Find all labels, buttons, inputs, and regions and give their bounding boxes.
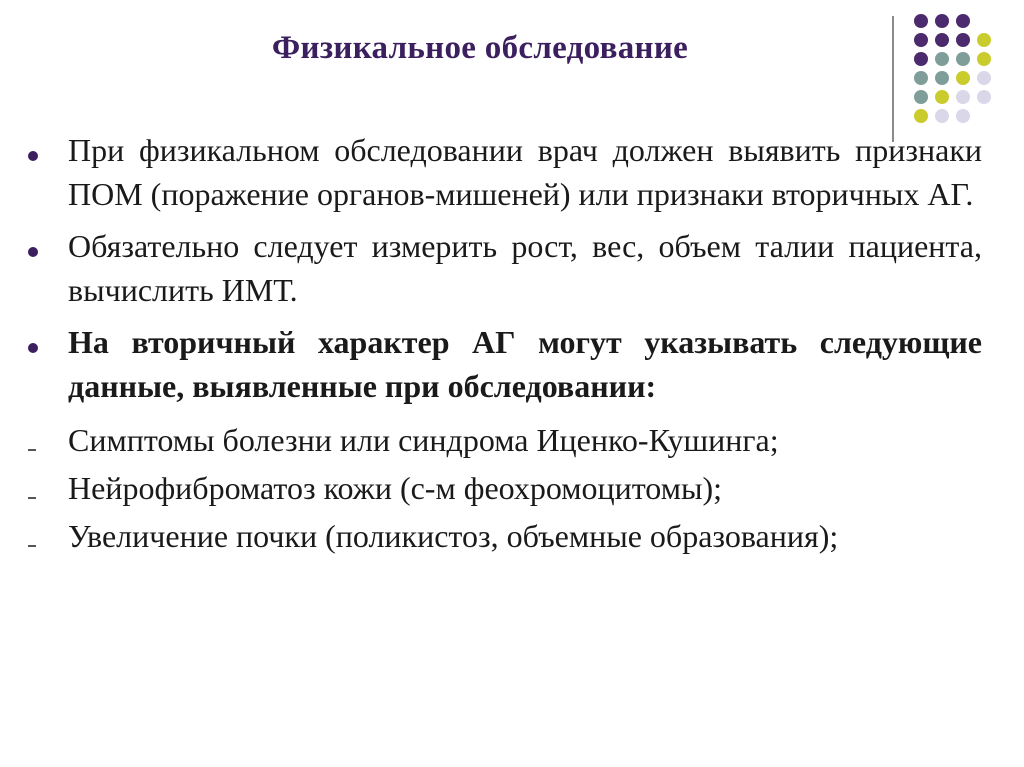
dash-item-text: Нейрофиброматоз кожи (с-м феохромоцитомы); <box>68 470 722 506</box>
decorative-dot <box>935 14 949 28</box>
decorative-dot <box>935 109 949 123</box>
dash-item-text: Увеличение почки (поликистоз, объемные образования); <box>68 518 839 554</box>
dash-item <box>28 418 982 462</box>
dash-item <box>28 514 982 558</box>
decorative-dot <box>935 90 949 104</box>
decorative-dot <box>935 71 949 85</box>
decorative-dot <box>956 109 970 123</box>
decorative-divider <box>892 16 894 142</box>
decorative-dot <box>977 71 991 85</box>
slide-title: Физикальное обследование <box>271 30 689 66</box>
decorative-dot <box>956 33 970 47</box>
decorative-dot <box>914 14 928 28</box>
decorative-dot <box>956 52 970 66</box>
bullet-item <box>28 320 982 408</box>
decorative-dot <box>977 90 991 104</box>
dash-item <box>28 466 982 510</box>
decorative-dot <box>956 71 970 85</box>
bullet-text: При физикальном обследовании врач должен выявить признаки ПОМ (поражение органов-мишеней) или признаки вторичных АГ. <box>68 132 982 212</box>
bullet-icon <box>28 320 48 364</box>
dash-item-text: Симптомы болезни или синдрома Иценко-Кушинга; <box>68 422 779 458</box>
bullet-icon <box>28 128 48 172</box>
decorative-dot <box>914 52 928 66</box>
decorative-dot <box>956 14 970 28</box>
bullet-text: На вторичный характер АГ могут указывать следующие данные, выявленные при обследовании: <box>68 324 982 404</box>
bullet-text: Обязательно следует измерить рост, вес, объем талии пациента, вычислить ИМТ. <box>68 228 982 308</box>
dash-icon <box>28 418 48 462</box>
decorative-dot <box>977 33 991 47</box>
decorative-dot <box>935 52 949 66</box>
decorative-dot <box>914 71 928 85</box>
decorative-dot <box>956 90 970 104</box>
dash-icon <box>28 466 48 510</box>
bullet-icon <box>28 224 48 268</box>
decorative-dot <box>914 90 928 104</box>
bullet-item <box>28 128 982 216</box>
decorative-dot <box>935 33 949 47</box>
dash-icon <box>28 514 48 558</box>
decorative-dot <box>914 109 928 123</box>
decorative-dot <box>977 52 991 66</box>
decorative-dot <box>914 33 928 47</box>
bullet-item <box>28 224 982 312</box>
slide-content <box>28 128 982 560</box>
